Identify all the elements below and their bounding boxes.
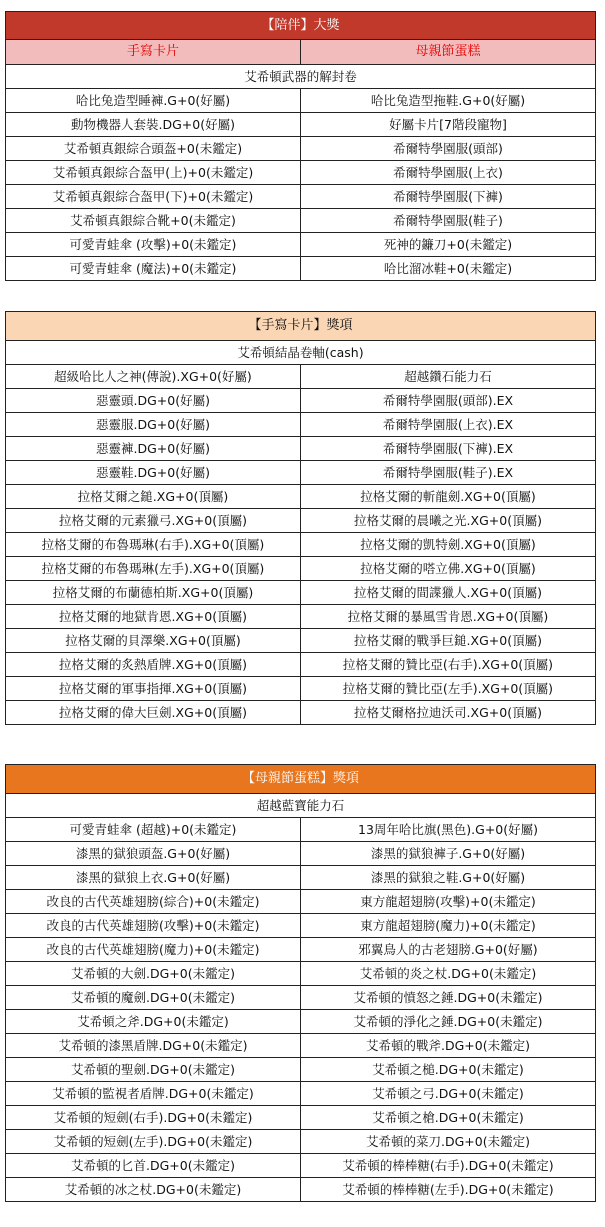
table-row xyxy=(6,437,596,461)
right-prize-cell: 漆黑的獄狼褲子.G+0(好屬) xyxy=(301,842,596,866)
right-prize-cell: 13周年哈比旗(黑色).G+0(好屬) xyxy=(301,818,596,842)
left-prize-cell: 拉格艾爾的炙熱盾牌.XG+0(頂屬) xyxy=(6,653,301,677)
cake-prize-body xyxy=(6,765,596,1202)
left-prize-cell: 艾希頓真銀綜合靴+0(未鑑定) xyxy=(6,209,301,233)
left-prize-cell: 惡靈褲.DG+0(好屬) xyxy=(6,437,301,461)
table-row xyxy=(6,509,596,533)
left-prize-cell: 艾希頓的聖劍.DG+0(未鑑定) xyxy=(6,1058,301,1082)
left-prize-cell: 艾希頓的短劍(右手).DG+0(未鑑定) xyxy=(6,1106,301,1130)
table-row xyxy=(6,605,596,629)
right-prize-cell: 拉格艾爾的斬龍劍.XG+0(頂屬) xyxy=(301,485,596,509)
left-prize-cell: 艾希頓的冰之杖.DG+0(未鑑定) xyxy=(6,1178,301,1202)
right-prize-cell: 拉格艾爾的晨曦之光.XG+0(頂屬) xyxy=(301,509,596,533)
right-prize-cell: 超越鑽石能力石 xyxy=(301,365,596,389)
right-prize-cell: 艾希頓的戰斧.DG+0(未鑑定) xyxy=(301,1034,596,1058)
left-prize-cell: 可愛青蛙傘 (魔法)+0(未鑑定) xyxy=(6,257,301,281)
left-prize-cell: 艾希頓真銀綜合盔甲(下)+0(未鑑定) xyxy=(6,185,301,209)
right-prize-cell: 死神的鐮刀+0(未鑑定) xyxy=(301,233,596,257)
table-row xyxy=(6,701,596,725)
right-prize-cell: 拉格艾爾格拉迪沃司.XG+0(頂屬) xyxy=(301,701,596,725)
right-prize-cell: 希爾特學園服(鞋子) xyxy=(301,209,596,233)
right-prize-cell: 希爾特學園服(頭部) xyxy=(301,137,596,161)
right-prize-cell: 艾希頓的棒棒糖(左手).DG+0(未鑑定) xyxy=(301,1178,596,1202)
table-row xyxy=(6,557,596,581)
table-row xyxy=(6,1082,596,1106)
left-prize-cell: 惡靈頭.DG+0(好屬) xyxy=(6,389,301,413)
table-row xyxy=(6,413,596,437)
left-prize-cell: 拉格艾爾的布魯瑪琳(右手).XG+0(頂屬) xyxy=(6,533,301,557)
table-row xyxy=(6,485,596,509)
left-prize-cell: 艾希頓真銀綜合盔甲(上)+0(未鑑定) xyxy=(6,161,301,185)
card-prize-table xyxy=(5,311,596,725)
left-prize-cell: 拉格艾爾的布魯瑪琳(左手).XG+0(頂屬) xyxy=(6,557,301,581)
table-row xyxy=(6,986,596,1010)
right-prize-cell: 艾希頓的淨化之錘.DG+0(未鑑定) xyxy=(301,1010,596,1034)
handwritten-card-header: 手寫卡片 xyxy=(6,40,301,65)
left-prize-cell: 改良的古代英雄翅膀(綜合)+0(未鑑定) xyxy=(6,890,301,914)
table-row xyxy=(6,1154,596,1178)
table-row xyxy=(6,914,596,938)
card-prize-body xyxy=(6,312,596,725)
left-prize-cell: 拉格艾爾之鎚.XG+0(頂屬) xyxy=(6,485,301,509)
right-prize-cell: 東方龍超翅膀(魔力)+0(未鑑定) xyxy=(301,914,596,938)
right-prize-cell: 希爾特學園服(上衣) xyxy=(301,161,596,185)
left-prize-cell: 哈比兔造型睡褲.G+0(好屬) xyxy=(6,89,301,113)
table-row xyxy=(6,581,596,605)
mothers-day-cake-header: 母親節蛋糕 xyxy=(301,40,596,65)
left-prize-cell: 拉格艾爾的貝澤樂.XG+0(頂屬) xyxy=(6,629,301,653)
table-row xyxy=(6,1010,596,1034)
table-row xyxy=(6,1130,596,1154)
table-row xyxy=(6,842,596,866)
left-prize-cell: 拉格艾爾的元素獵弓.XG+0(頂屬) xyxy=(6,509,301,533)
table-row xyxy=(6,533,596,557)
table-row xyxy=(6,161,596,185)
left-prize-cell: 拉格艾爾的布蘭德柏斯.XG+0(頂屬) xyxy=(6,581,301,605)
table-row xyxy=(6,653,596,677)
table-row xyxy=(6,233,596,257)
left-prize-cell: 拉格艾爾的地獄肯恩.XG+0(頂屬) xyxy=(6,605,301,629)
table-row xyxy=(6,1034,596,1058)
left-prize-cell: 艾希頓的監視者盾牌.DG+0(未鑑定) xyxy=(6,1082,301,1106)
left-prize-cell: 艾希頓的漆黑盾牌.DG+0(未鑑定) xyxy=(6,1034,301,1058)
table-row xyxy=(6,629,596,653)
right-prize-cell: 好屬卡片[7階段寵物] xyxy=(301,113,596,137)
right-prize-cell: 拉格艾爾的贊比亞(右手).XG+0(頂屬) xyxy=(301,653,596,677)
right-prize-cell: 艾希頓之槍.DG+0(未鑑定) xyxy=(301,1106,596,1130)
right-prize-cell: 希爾特學園服(下褲) xyxy=(301,185,596,209)
left-prize-cell: 拉格艾爾的偉大巨劍.XG+0(頂屬) xyxy=(6,701,301,725)
cake-prize-table xyxy=(5,764,596,1202)
right-prize-cell: 拉格艾爾的間諜獵人.XG+0(頂屬) xyxy=(301,581,596,605)
cake-featured-item: 超越藍寶能力石 xyxy=(6,794,596,818)
table-row xyxy=(6,89,596,113)
left-prize-cell: 超級哈比人之神(傳說).XG+0(好屬) xyxy=(6,365,301,389)
table-row xyxy=(6,962,596,986)
right-prize-cell: 邪翼鳥人的古老翅膀.G+0(好屬) xyxy=(301,938,596,962)
table-row xyxy=(6,818,596,842)
left-prize-cell: 改良的古代英雄翅膀(攻擊)+0(未鑑定) xyxy=(6,914,301,938)
card-featured-item: 艾希頓結晶卷軸(cash) xyxy=(6,341,596,365)
table-row xyxy=(6,938,596,962)
right-prize-cell: 拉格艾爾的戰爭巨鎚.XG+0(頂屬) xyxy=(301,629,596,653)
table-row xyxy=(6,389,596,413)
left-prize-cell: 艾希頓的短劍(左手).DG+0(未鑑定) xyxy=(6,1130,301,1154)
left-prize-cell: 艾希頓之斧.DG+0(未鑑定) xyxy=(6,1010,301,1034)
table-row xyxy=(6,257,596,281)
right-prize-cell: 艾希頓的炎之杖.DG+0(未鑑定) xyxy=(301,962,596,986)
right-prize-cell: 哈比溜冰鞋+0(未鑑定) xyxy=(301,257,596,281)
companion-title: 【陪伴】大獎 xyxy=(6,12,596,40)
right-prize-cell: 艾希頓之槌.DG+0(未鑑定) xyxy=(301,1058,596,1082)
table-row xyxy=(6,1178,596,1202)
left-prize-cell: 漆黑的獄狼上衣.G+0(好屬) xyxy=(6,866,301,890)
right-prize-cell: 艾希頓之弓.DG+0(未鑑定) xyxy=(301,1082,596,1106)
table-row xyxy=(6,1106,596,1130)
companion-prize-body xyxy=(6,12,596,281)
left-prize-cell: 可愛青蛙傘 (超越)+0(未鑑定) xyxy=(6,818,301,842)
right-prize-cell: 希爾特學園服(頭部).EX xyxy=(301,389,596,413)
right-prize-cell: 希爾特學園服(鞋子).EX xyxy=(301,461,596,485)
right-prize-cell: 拉格艾爾的凱特劍.XG+0(頂屬) xyxy=(301,533,596,557)
table-row xyxy=(6,137,596,161)
right-prize-cell: 艾希頓的棒棒糖(右手).DG+0(未鑑定) xyxy=(301,1154,596,1178)
right-prize-cell: 東方龍超翅膀(攻擊)+0(未鑑定) xyxy=(301,890,596,914)
left-prize-cell: 改良的古代英雄翅膀(魔力)+0(未鑑定) xyxy=(6,938,301,962)
right-prize-cell: 艾希頓的菜刀.DG+0(未鑑定) xyxy=(301,1130,596,1154)
table-row xyxy=(6,113,596,137)
left-prize-cell: 惡靈鞋.DG+0(好屬) xyxy=(6,461,301,485)
left-prize-cell: 艾希頓的匕首.DG+0(未鑑定) xyxy=(6,1154,301,1178)
right-prize-cell: 希爾特學園服(上衣).EX xyxy=(301,413,596,437)
table-row xyxy=(6,209,596,233)
right-prize-cell: 艾希頓的憤怒之錘.DG+0(未鑑定) xyxy=(301,986,596,1010)
right-prize-cell: 拉格艾爾的贊比亞(左手).XG+0(頂屬) xyxy=(301,677,596,701)
table-row xyxy=(6,866,596,890)
table-row xyxy=(6,365,596,389)
table-row xyxy=(6,1058,596,1082)
right-prize-cell: 拉格艾爾的暴風雪肯恩.XG+0(頂屬) xyxy=(301,605,596,629)
left-prize-cell: 可愛青蛙傘 (攻擊)+0(未鑑定) xyxy=(6,233,301,257)
right-prize-cell: 拉格艾爾的嗒立佛.XG+0(頂屬) xyxy=(301,557,596,581)
right-prize-cell: 希爾特學園服(下褲).EX xyxy=(301,437,596,461)
left-prize-cell: 惡靈服.DG+0(好屬) xyxy=(6,413,301,437)
left-prize-cell: 漆黑的獄狼頭盔.G+0(好屬) xyxy=(6,842,301,866)
left-prize-cell: 艾希頓的魔劍.DG+0(未鑑定) xyxy=(6,986,301,1010)
table-row xyxy=(6,890,596,914)
right-prize-cell: 漆黑的獄狼之鞋.G+0(好屬) xyxy=(301,866,596,890)
companion-prize-table xyxy=(5,11,596,281)
table-row xyxy=(6,677,596,701)
companion-featured-item: 艾希頓武器的解封卷 xyxy=(6,65,596,89)
left-prize-cell: 艾希頓真銀綜合頭盔+0(未鑑定) xyxy=(6,137,301,161)
left-prize-cell: 拉格艾爾的軍事指揮.XG+0(頂屬) xyxy=(6,677,301,701)
card-title: 【手寫卡片】獎項 xyxy=(6,312,596,341)
table-row xyxy=(6,461,596,485)
cake-title: 【母親節蛋糕】獎項 xyxy=(6,765,596,794)
left-prize-cell: 動物機器人套裝.DG+0(好屬) xyxy=(6,113,301,137)
table-row xyxy=(6,185,596,209)
right-prize-cell: 哈比兔造型拖鞋.G+0(好屬) xyxy=(301,89,596,113)
left-prize-cell: 艾希頓的大劍.DG+0(未鑑定) xyxy=(6,962,301,986)
